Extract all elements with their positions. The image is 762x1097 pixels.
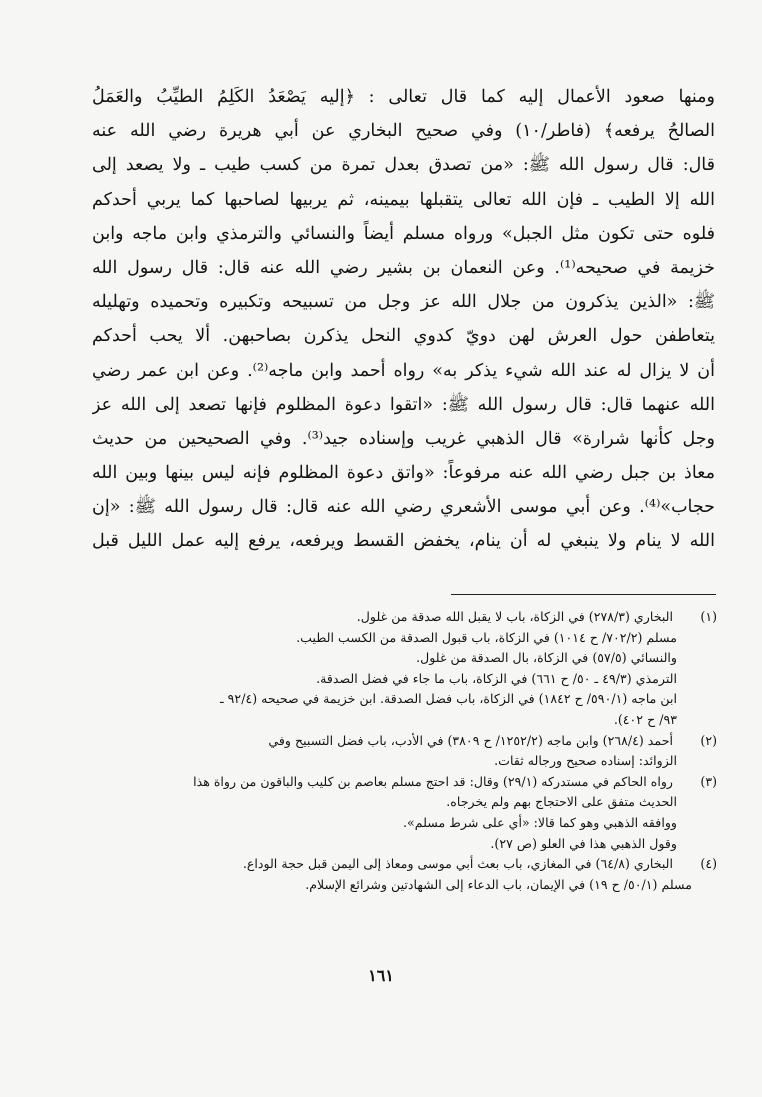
body-line: فلوه حتى تكون مثل الجبل» ورواه مسلم أيضاً والنسائي والترمذي وابن ماجه وابن	[92, 223, 715, 244]
footnote-number: (٣)	[700, 773, 717, 789]
page-number: ١٦١	[368, 966, 394, 985]
body-line: ومنها صعود الأعمال إليه كما قال تعالى : ﴿إليه يَصْعَدُ الكَلِمُ الطيِّبُ والعَمَلُ	[92, 87, 715, 107]
footnote-line	[92, 772, 717, 793]
footnote-line: ٩٣/ ح ٤٠٢).	[613, 711, 677, 727]
footnote-line: الحديث متفق على الاحتجاج بهم ولم يخرجاه.	[446, 794, 677, 810]
footnote-number: (٤)	[700, 856, 717, 872]
footnote-line	[92, 731, 717, 752]
footnote-number: (٢)	[700, 732, 717, 748]
body-line: أن لا يزال له عند الله شيء يذكر به» رواه أحمد وابن ماجه⁽²⁾. وعن ابن عمر رضي	[92, 360, 715, 381]
footnote-line: ابن ماجه (٥٩٠/١/ ح ١٨٤٢) في الزكاة، باب فضل الصدقة. ابن خزيمة في صحيحه (٩٢/٤ ـ	[219, 691, 677, 707]
body-line: الله لا ينام ولا ينبغي له أن ينام، يخفض القسط ويرفعه، يرفع إليه عمل الليل قبل	[92, 531, 715, 552]
footnote-line	[92, 607, 717, 628]
body-line: الله إلا الطيب ـ فإن الله تعالى يتقبلها بيمينه، ثم يربيها لصاحبها كما يربي أحدكم	[92, 189, 715, 210]
body-line: يتعاطفن حول العرش لهن دويّ كدوي النحل يذكرن بصاحبهن. ألا يحب أحدكم	[92, 326, 715, 347]
footnote-line: وقول الذهبي هذا في العلو (ص ٢٧).	[490, 835, 677, 851]
footnotes	[92, 607, 717, 895]
footnote-line: والنسائي (٥٧/٥) في الزكاة، بال الصدقة من غلول.	[416, 650, 677, 666]
body-line: ﷺ: «الذين يذكرون من جلال الله عز وجل من تسبيحه وتكبيره وتحميده وتهليله	[92, 292, 715, 313]
footnote-text: البخاري (٦٤/٨) في المغازي، باب بعث أبي موسى ومعاذ إلى اليمن قبل حجة الوداع.	[242, 856, 673, 872]
main-text	[92, 80, 715, 559]
footnote-text: البخاري (٢٧٨/٣) في الزكاة، باب لا يقبل الله صدقة من غلول.	[356, 609, 673, 624]
body-line: خزيمة في صحيحه⁽¹⁾. وعن النعمان بن بشير رضي الله عنه قال: قال رسول الله	[92, 257, 715, 278]
body-line: الصالحُ يرفعه﴾ (فاطر/١٠) وفي صحيح البخاري عن أبي هريرة رضي الله عنه	[92, 121, 715, 142]
footnote-text: رواه الحاكم في مستدركه (٢٩/١) وقال: قد احتج مسلم بعاصم بن كليب والباقون من رواة هذا	[193, 773, 673, 789]
footnote-line: ووافقه الذهبي وهو كما قالا: «أي على شرط مسلم».	[403, 814, 677, 830]
footnote-line: مسلم (٧٠٢/٢/ ح ١٠١٤) في الزكاة، باب قبول الصدقة من الكسب الطيب.	[296, 629, 677, 645]
footnote-line: الزوائد: إسناده صحيح ورجاله ثقات.	[494, 753, 677, 769]
body-line: وجل كأنها شرارة» قال الذهبي غريب وإسناده جيد⁽³⁾. وفي الصحيحين من حديث	[92, 428, 715, 449]
footnote-number: (١)	[700, 609, 717, 624]
body-line: حجاب»⁽⁴⁾. وعن أبي موسى الأشعري رضي الله عنه قال: قال رسول الله ﷺ: «إن	[92, 497, 715, 518]
body-line: معاذ بن جبل رضي الله عنه مرفوعاً: «واتق دعوة المظلوم فإنه ليس بينها وبين الله	[92, 463, 715, 484]
footnote-line: مسلم (٥٠/١/ ح ١٩) في الإيمان، باب الدعاء إلى الشهادتين وشرائع الإسلام.	[305, 876, 692, 892]
footnote-separator	[451, 594, 716, 595]
footnote-text: أحمد (٢٦٨/٤) وابن ماجه (١٢٥٢/٢/ ح ٣٨٠٩) في الأدب، باب فضل التسبيح وفي	[268, 732, 673, 748]
body-line: قال: قال رسول الله ﷺ: «من تصدق بعدل تمرة من كسب طيب ـ ولا يصعد إلى	[92, 155, 715, 176]
footnote-line: الترمذي (٤٩/٣ ـ ٥٠/ ح ٦٦١) في الزكاة، باب ما جاء في فضل الصدقة.	[316, 670, 677, 686]
footnote-line	[92, 854, 717, 875]
body-line: الله عنهما قال: قال رسول الله ﷺ: «اتقوا دعوة المظلوم فإنها تصعد إلى الله عز	[92, 394, 715, 415]
